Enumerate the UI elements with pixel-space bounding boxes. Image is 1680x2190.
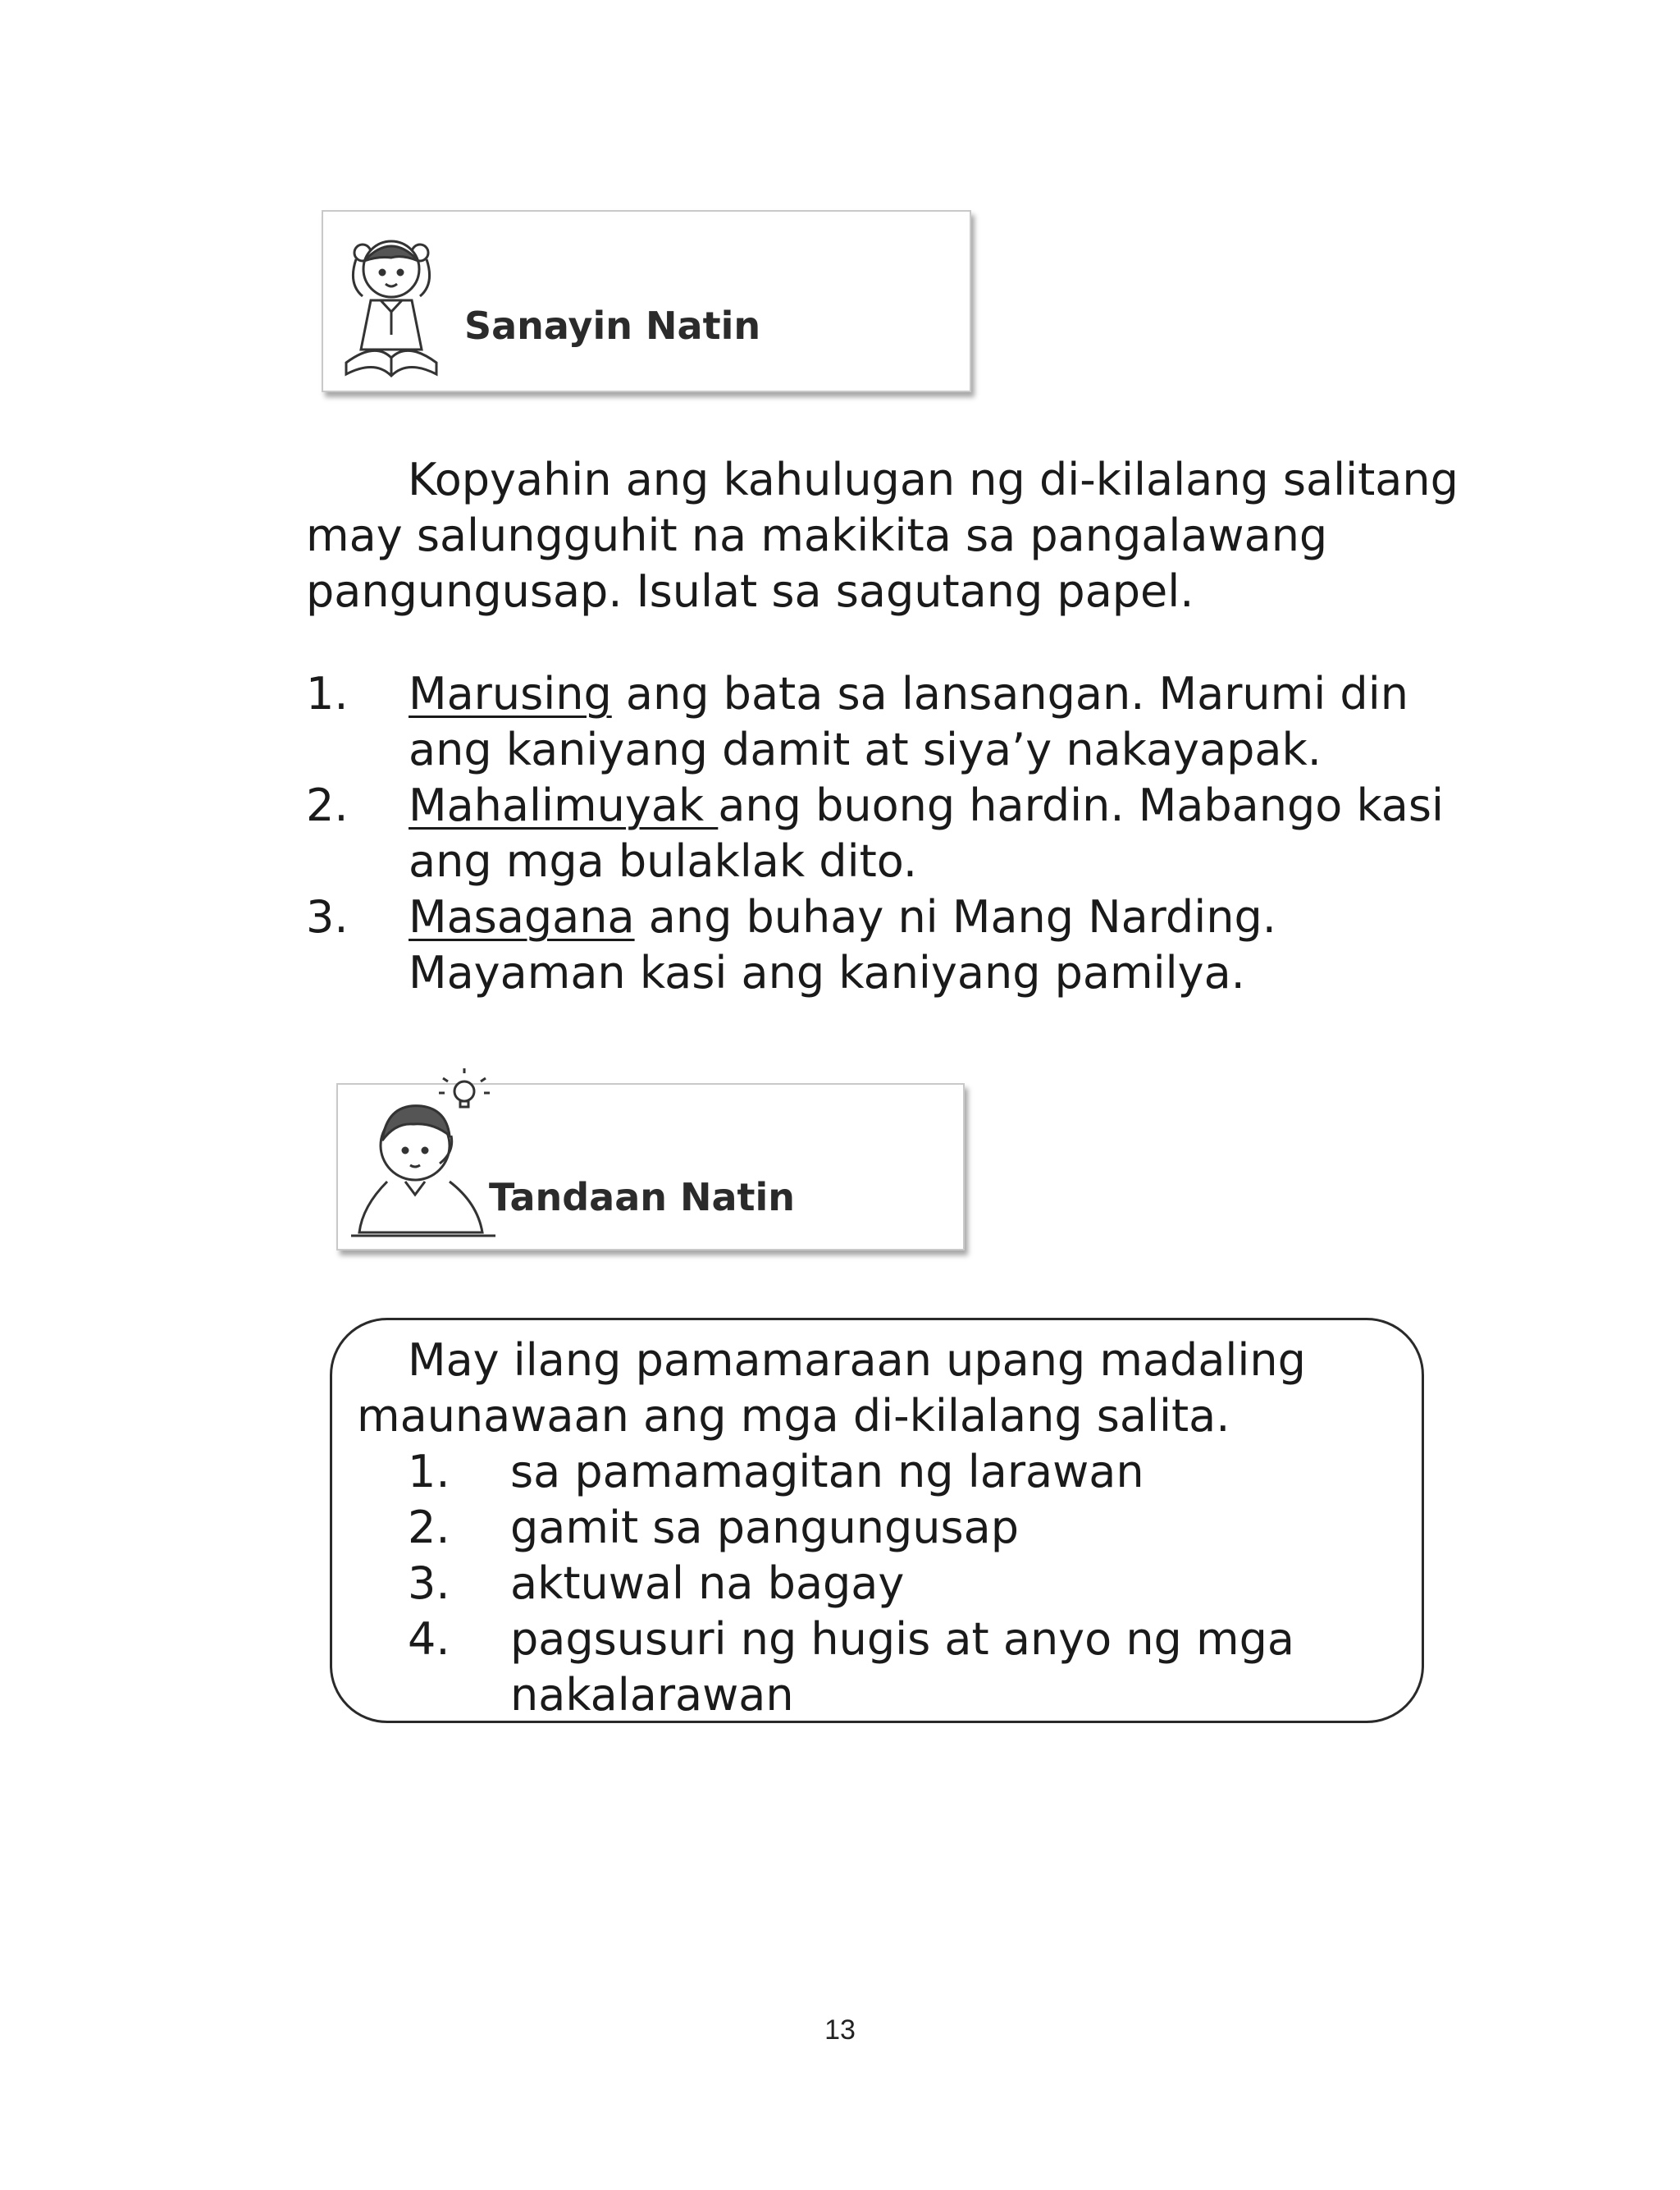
item-sentence xyxy=(409,778,1444,834)
instruction-line: pangungusap. Isulat sa sagutang papel. xyxy=(306,565,1194,617)
reminder-list-number: 3. xyxy=(408,1557,450,1609)
underlined-word: Mahalimuyak xyxy=(409,780,719,831)
reminder-list-text: sa pamamagitan ng larawan xyxy=(510,1446,1144,1497)
sentence-rest: ang buhay ni Mang Narding. xyxy=(634,891,1276,943)
reminder-list-number: 1. xyxy=(408,1446,450,1497)
item-second-line: ang mga bulaklak dito. xyxy=(409,835,917,887)
underlined-word: Masagana xyxy=(409,891,635,943)
reminder-list-text: gamit sa pangungusap xyxy=(510,1502,1020,1553)
sentence-rest: ang bata sa lansangan. Marumi din xyxy=(611,668,1408,720)
item-sentence xyxy=(409,889,1276,945)
item-number: 2. xyxy=(306,780,349,831)
item-sentence xyxy=(409,666,1408,722)
item-second-line: Mayaman kasi ang kaniyang pamilya. xyxy=(409,947,1245,999)
girl-reading-book-icon xyxy=(340,218,463,382)
reminder-list-text: aktuwal na bagay xyxy=(510,1557,905,1609)
sanayin-natin-banner xyxy=(322,210,971,392)
reminder-intro-line: maunawaan ang mga di-kilalang salita. xyxy=(357,1390,1230,1442)
section-title: Sanayin Natin xyxy=(464,304,761,348)
reminder-list-number: 4. xyxy=(408,1613,450,1665)
item-number: 1. xyxy=(306,668,349,720)
reminder-list-text: nakalarawan xyxy=(510,1669,794,1721)
thinking-boy-lightbulb-icon xyxy=(348,1067,504,1247)
item-number: 3. xyxy=(306,891,349,943)
item-second-line: ang kaniyang damit at siya’y nakayapak. xyxy=(409,724,1322,775)
underlined-word: Marusing xyxy=(409,668,612,720)
instruction-line: Kopyahin ang kahulugan ng di-kilalang salitang xyxy=(408,454,1459,505)
section-title: Tandaan Natin xyxy=(489,1175,796,1219)
page-number: 13 xyxy=(824,2014,856,2046)
reminder-list-number: 2. xyxy=(408,1502,450,1553)
reminder-list-text: pagsusuri ng hugis at anyo ng mga xyxy=(510,1613,1294,1665)
instruction-line: may salungguhit na makikita sa pangalawang xyxy=(306,510,1328,561)
sentence-rest: ang buong hardin. Mabango kasi xyxy=(718,780,1444,831)
tandaan-natin-banner xyxy=(336,1083,965,1250)
reminder-intro-line: May ilang pamamaraan upang madaling xyxy=(408,1334,1306,1386)
